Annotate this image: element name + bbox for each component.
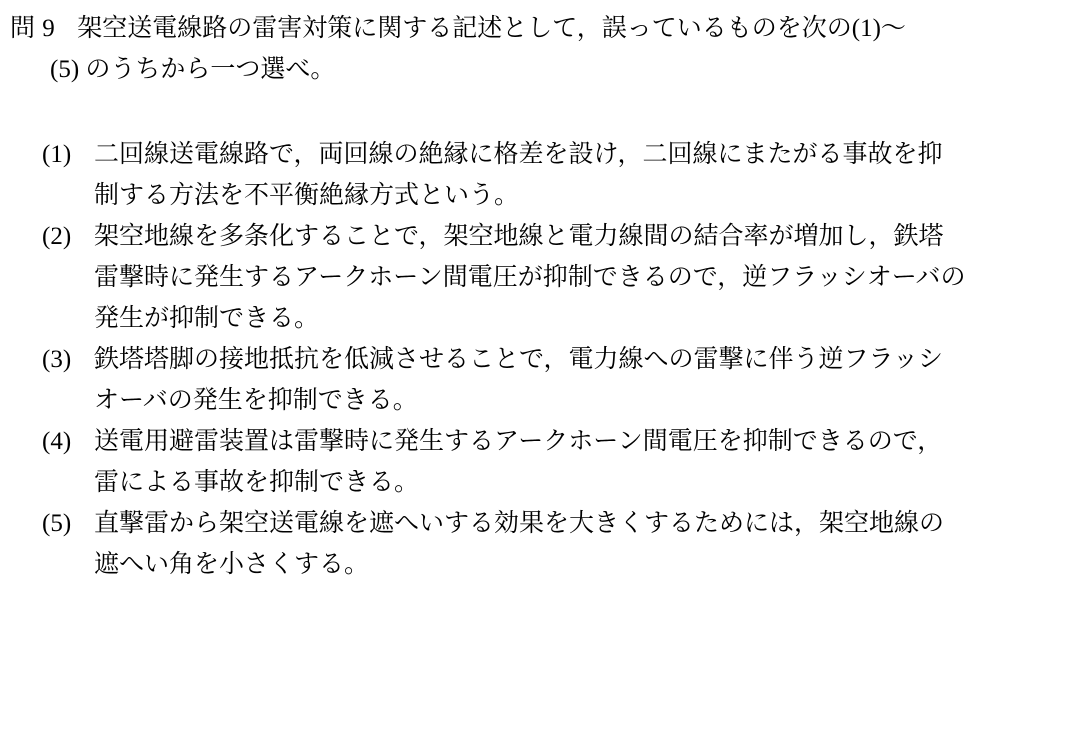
choice-list xyxy=(10,134,1054,585)
choice-line: 直撃雷から架空送電線を遮へいする効果を大きくするためには，架空地線の xyxy=(94,510,945,537)
question-number: 問 9 xyxy=(10,15,56,42)
choice-number-5: (5) xyxy=(42,510,72,537)
choice-number-3: (3) xyxy=(42,346,72,373)
choice-line: 鉄塔塔脚の接地抵抗を低減させることで，電力線への雷撃に伴う逆フラッシ xyxy=(94,346,944,373)
choice-text-5 xyxy=(94,503,1054,585)
choice-number-1: (1) xyxy=(42,141,72,168)
choice-number-2: (2) xyxy=(42,223,72,250)
choice-number-4: (4) xyxy=(42,428,72,455)
choice-line: 雷撃時に発生するアークホーン間電圧が抑制できるので，逆フラッシオーバの xyxy=(94,264,966,291)
choice-item-4[interactable] xyxy=(10,421,1054,503)
choice-line: 二回線送電線路で，両回線の絶縁に格差を設け，二回線にまたがる事故を抑 xyxy=(94,141,943,168)
choice-text-3 xyxy=(94,339,1054,421)
question-stem-line-1: 架空送電線路の雷害対策に関する記述として，誤っているものを次の(1)～ xyxy=(77,15,906,42)
choice-line: 制する方法を不平衡絶縁方式という。 xyxy=(94,182,520,209)
question-block xyxy=(10,8,1054,90)
choice-item-1[interactable] xyxy=(10,134,1054,216)
question-stem-line-2: (5) のうちから一つ選べ。 xyxy=(50,56,336,83)
choice-line: 雷による事故を抑制できる。 xyxy=(94,469,420,496)
choice-text-2 xyxy=(94,216,1054,339)
choice-line: 送電用避雷装置は雷撃時に発生するアークホーン間電圧を抑制できるので， xyxy=(94,428,943,455)
choice-line: 発生が抑制できる。 xyxy=(94,305,320,332)
choice-line: オーバの発生を抑制できる。 xyxy=(94,387,418,414)
choice-line: 遮へい角を小さくする。 xyxy=(94,551,370,578)
choice-text-4 xyxy=(94,421,1054,503)
choice-item-2[interactable] xyxy=(10,216,1054,339)
choice-item-3[interactable] xyxy=(10,339,1054,421)
choice-text-1 xyxy=(94,134,1054,216)
choice-line: 架空地線を多条化することで，架空地線と電力線間の結合率が増加し，鉄塔 xyxy=(94,223,944,250)
choice-item-5[interactable] xyxy=(10,503,1054,585)
question-heading xyxy=(10,8,1054,49)
